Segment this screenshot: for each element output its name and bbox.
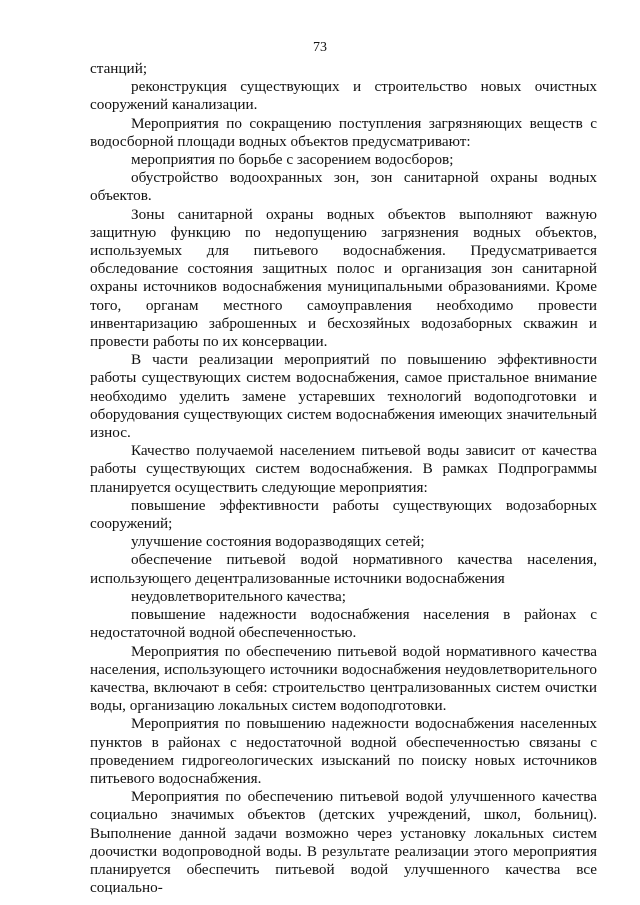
paragraph-14: Мероприятия по обеспечению питьевой водой нормативного качества населения, использующего источники водоснабжения неудовлетворительного качества, включают в себя: строительство централизованных систем очистки воды, организацию локальных систем водоподготовки. — [90, 642, 597, 715]
paragraph-2: реконструкция существующих и строительство новых очистных сооружений канализации. — [90, 78, 597, 114]
paragraph-9: повышение эффективности работы существующих водозаборных сооружений; — [90, 496, 597, 533]
paragraph-16: Мероприятия по обеспечению питьевой водой улучшенного качества социально значимых объектов (детских учреждений, школ, больниц). Выполнение данной задачи возможно через установку локальных систем доочистки водопроводной воды. В результате реализации этого мероприятия планируется обеспечить питьевой водой улучшенного качества все социально- — [90, 788, 597, 897]
paragraph-8: Качество получаемой населением питьевой воды зависит от качества работы существующих систем водоснабжения. В рамках Подпрограммы планируется осуществить следующие мероприятия: — [90, 442, 597, 496]
paragraph-6: Зоны санитарной охраны водных объектов выполняют важную защитную функцию по недопущению загрязнения водных объектов, используемых для питьевого водоснабжения. Предусматривается обследование состояния защитных полос и организация зон санитарной охраны источников водоснабжения муниципальными образованиями. Кроме того, органам местного самоуправления необходимо провести инвентаризацию заброшенных и бесхозяйных водозаборных скважин и провести работы по их консервации. — [90, 205, 597, 351]
paragraph-11: обеспечение питьевой водой нормативного качества населения, использующего децентрализованные источники водоснабжения — [90, 551, 597, 587]
document-body — [90, 60, 597, 897]
paragraph-12: неудовлетворительного качества; — [131, 587, 346, 605]
paragraph-13: повышение надежности водоснабжения населения в районах с недостаточной водной обеспеченностью. — [90, 606, 597, 642]
paragraph-5: обустройство водоохранных зон, зон санитарной охраны водных объектов. — [90, 169, 597, 205]
paragraph-3: Мероприятия по сокращению поступления загрязняющих веществ с водосборной площади водных объектов предусматривают: — [90, 114, 597, 150]
paragraph-15: Мероприятия по повышению надежности водоснабжения населенных пунктов в районах с недостаточной водной обеспеченностью связаны с проведением гидрогеологических изысканий по поиску новых источников питьевого водоснабжения. — [90, 715, 597, 787]
paragraph-10: улучшение состояния водоразводящих сетей; — [131, 533, 425, 551]
paragraph-7: В части реализации мероприятий по повышению эффективности работы существующих систем водоснабжения, самое пристальное внимание необходимо уделить замене устаревших технологий водоподготовки и оборудования существующих систем водоснабжения имеющих значительный износ. — [90, 351, 597, 442]
page-number: 73 — [313, 40, 327, 55]
paragraph-1: станций; — [90, 60, 148, 77]
paragraph-4: мероприятия по борьбе с засорением водосборов; — [131, 151, 454, 169]
